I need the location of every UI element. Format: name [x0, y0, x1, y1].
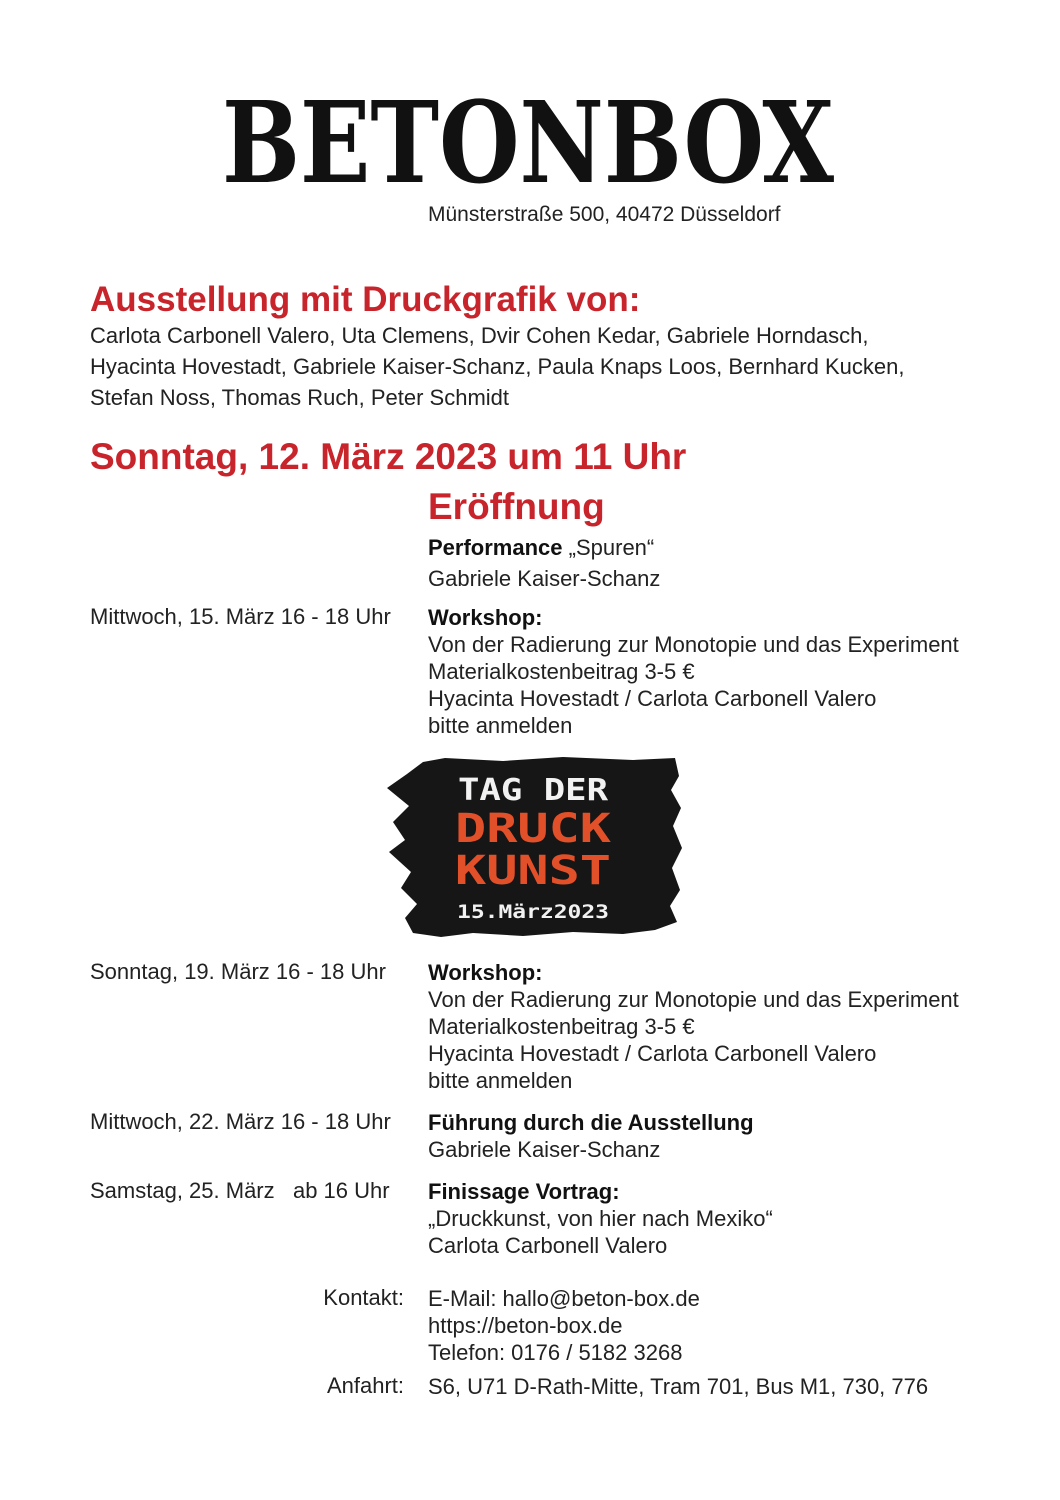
event-title: Workshop: [428, 605, 543, 630]
event-title: Workshop: [428, 960, 543, 985]
event-title: Finissage Vortrag: [428, 1179, 620, 1204]
event-details [428, 959, 1028, 1094]
event-line: bitte anmelden [428, 1068, 573, 1093]
betonbox-logo [222, 78, 842, 209]
directions-label: Anfahrt: [326, 1373, 404, 1398]
venue-address: Münsterstraße 500, 40472 Düsseldorf [428, 203, 781, 226]
stamp-date: 15.März2023 [457, 901, 609, 923]
contact-email-link[interactable]: E-Mail: hallo@beton-box.de [428, 1286, 700, 1311]
performance-info [428, 532, 660, 594]
artists-line: Stefan Noss, Thomas Ruch, Peter Schmidt [90, 385, 509, 410]
artists-line: Hyacinta Hovestadt, Gabriele Kaiser-Schanz, Paula Knaps Loos, Bernhard Kucken, [90, 354, 905, 379]
event-details [428, 1178, 1028, 1259]
event-line: Materialkostenbeitrag 3-5 € [428, 659, 695, 684]
event-date: Samstag, 25. März ab 16 Uhr [90, 1178, 390, 1203]
event-line: „Druckkunst, von hier nach Mexiko“ [428, 1206, 773, 1231]
artists-line: Carlota Carbonell Valero, Uta Clemens, Dvir Cohen Kedar, Gabriele Horndasch, [90, 323, 869, 348]
event-line: Carlota Carbonell Valero [428, 1233, 668, 1258]
opening-date: Sonntag, 12. März 2023 um 11 Uhr [90, 436, 687, 477]
contact-website-link[interactable]: https://beton-box.de [428, 1313, 623, 1338]
artists-list [90, 320, 990, 413]
event-date: Mittwoch, 15. März 16 - 18 Uhr [90, 604, 391, 629]
event-line: Hyacinta Hovestadt / Carlota Carbonell Valero [428, 1041, 877, 1066]
stamp-line3: KUNST [455, 848, 611, 894]
event-line: Hyacinta Hovestadt / Carlota Carbonell Valero [428, 686, 877, 711]
performance-label: Performance [428, 535, 563, 560]
performer: Gabriele Kaiser-Schanz [428, 566, 661, 591]
event-date: Mittwoch, 22. März 16 - 18 Uhr [90, 1109, 391, 1134]
contact-label: Kontakt: [323, 1285, 404, 1310]
performance-title: „Spuren“ [568, 535, 655, 560]
logo-text: BETONBOX [222, 78, 835, 209]
event-details [428, 604, 1028, 739]
event-line: bitte anmelden [428, 713, 573, 738]
contact-details [428, 1285, 700, 1366]
contact-phone: Telefon: 0176 / 5182 3268 [428, 1340, 683, 1365]
tag-der-druckkunst-stamp [383, 756, 685, 938]
stamp-line2: DRUCK [455, 806, 611, 852]
event-line: Von der Radierung zur Monotopie und das Experiment [428, 632, 959, 657]
event-details [428, 1109, 1028, 1163]
exhibition-heading: Ausstellung mit Druckgrafik von: [90, 280, 641, 319]
event-line: Gabriele Kaiser-Schanz [428, 1137, 661, 1162]
event-title: Führung durch die Ausstellung [428, 1110, 754, 1135]
event-line: Von der Radierung zur Monotopie und das Experiment [428, 987, 959, 1012]
event-line: Materialkostenbeitrag 3-5 € [428, 1014, 695, 1039]
directions-text: S6, U71 D-Rath-Mitte, Tram 701, Bus M1, 730, 776 [428, 1374, 929, 1399]
stamp-line1: TAG DER [458, 773, 610, 808]
opening-title: Eröffnung [428, 486, 605, 527]
event-date: Sonntag, 19. März 16 - 18 Uhr [90, 959, 386, 984]
